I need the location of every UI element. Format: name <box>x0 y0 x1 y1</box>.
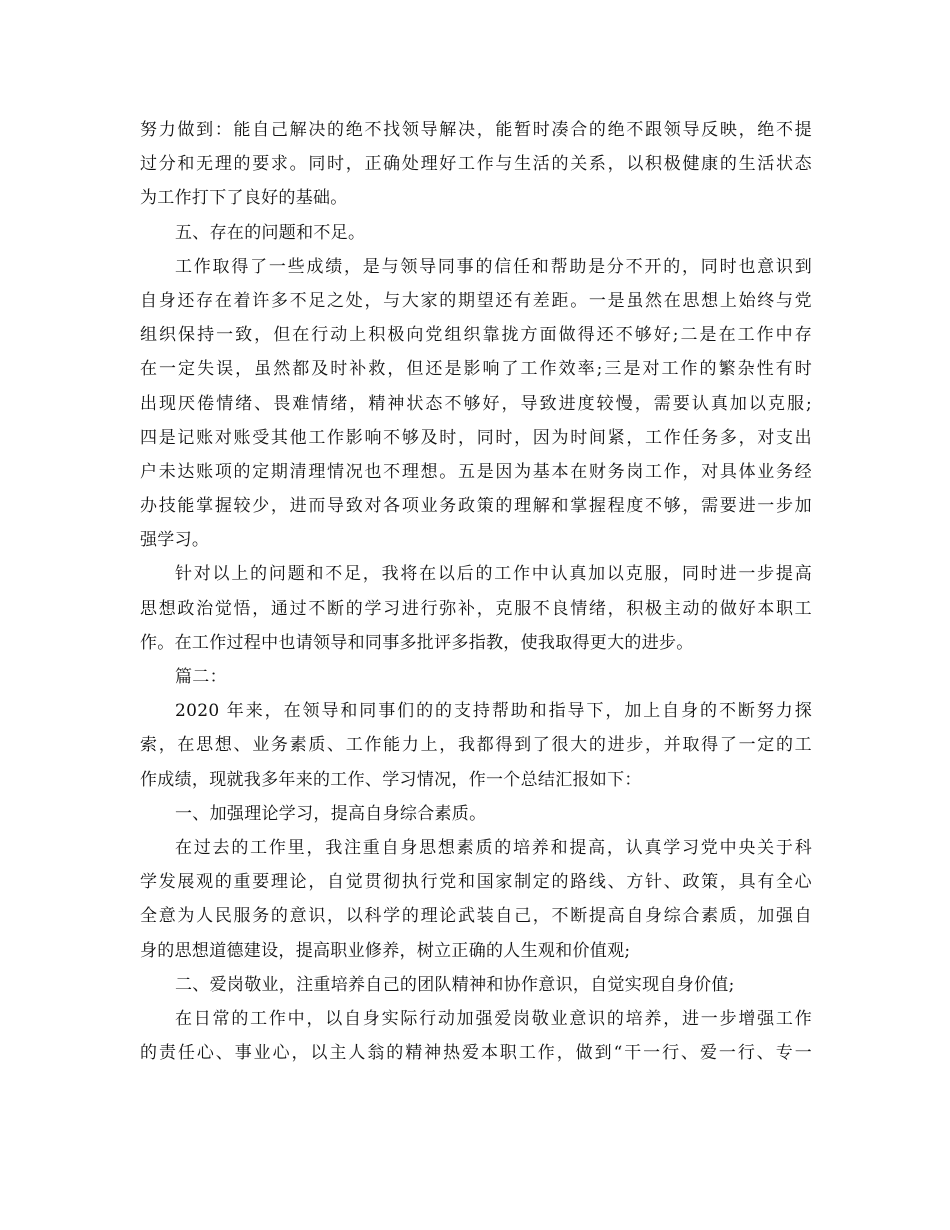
text-line: 思想政治觉悟，通过不断的学习进行弥补，克服不良情绪，积极主动的做好本职工 <box>140 598 812 619</box>
text-line: 工作取得了一些成绩，是与领导同事的信任和帮助是分不开的，同时也意识到 <box>175 256 812 277</box>
text-line: 身的思想道德建设，提高职业修养，树立正确的人生观和价值观; <box>140 940 631 961</box>
text-line: 针对以上的问题和不足，我将在以后的工作中认真加以克服，同时进一步提高 <box>175 564 812 585</box>
text-line: 二、爱岗敬业，注重培养自己的团队精神和协作意识，自觉实现自身价值; <box>175 974 735 995</box>
text-line: 努力做到：能自己解决的绝不找领导解决，能暂时凑合的绝不跟领导反映，绝不提 <box>140 120 812 140</box>
text-line: 为工作打下了良好的基础。 <box>140 188 348 209</box>
text-line: 办技能掌握较少，进而导致对各项业务政策的理解和掌握程度不够，需要进一步加 <box>140 496 812 517</box>
text-line: 全意为人民服务的意识，以科学的理论武装自己，不断提高自身综合素质，加强自 <box>140 906 812 927</box>
text-line: 作成绩，现就我多年来的工作、学习情况，作一个总结汇报如下： <box>140 769 642 790</box>
text-line: 四是记账对账受其他工作影响不够及时，同时，因为时间紧，工作任务多，对支出 <box>140 427 812 448</box>
text-line: 索，在思想、业务素质、工作能力上，我都得到了很大的进步，并取得了一定的工 <box>140 735 812 756</box>
text-line: 篇二： <box>175 667 227 687</box>
text-line: 作。在工作过程中也请领导和同事多批评多指教，使我取得更大的进步。 <box>140 632 694 653</box>
text-line: 出现厌倦情绪、畏难情绪，精神状态不够好，导致进度较慢，需要认真加以克服; <box>140 393 812 414</box>
text-line: 2020 年来，在领导和同事们的的支持帮助和指导下，加上自身的不断努力探 <box>175 701 812 722</box>
text-line: 组织保持一致，但在行动上积极向党组织靠拢方面做得还不够好;二是在工作中存 <box>140 325 812 346</box>
text-line: 在过去的工作里，我注重自身思想素质的培养和提高，认真学习党中央关于科 <box>175 837 812 858</box>
text-line: 强学习。 <box>140 530 210 551</box>
text-line: 学发展观的重要理论，自觉贯彻执行党和国家制定的路线、方针、政策，具有全心 <box>140 872 812 893</box>
text-line: 在一定失误，虽然都及时补救，但还是影响了工作效率;三是对工作的繁杂性有时 <box>140 359 812 380</box>
text-line: 的责任心、事业心，以主人翁的精神热爱本职工作，做到“干一行、爱一行、专一 <box>140 1043 812 1064</box>
text-line: 过分和无理的要求。同时，正确处理好工作与生活的关系，以积极健康的生活状态 <box>140 154 812 175</box>
text-line: 户未达账项的定期清理情况也不理想。五是因为基本在财务岗工作，对具体业务经 <box>140 461 812 482</box>
text-line: 自身还存在着许多不足之处，与大家的期望还有差距。一是虽然在思想上始终与党 <box>140 290 812 311</box>
text-line: 一、加强理论学习，提高自身综合素质。 <box>175 803 487 824</box>
body-text <box>140 113 812 1070</box>
text-line: 五、存在的问题和不足。 <box>175 222 366 243</box>
text-line: 在日常的工作中，以自身实际行动加强爱岗敬业意识的培养，进一步增强工作 <box>175 1008 812 1029</box>
